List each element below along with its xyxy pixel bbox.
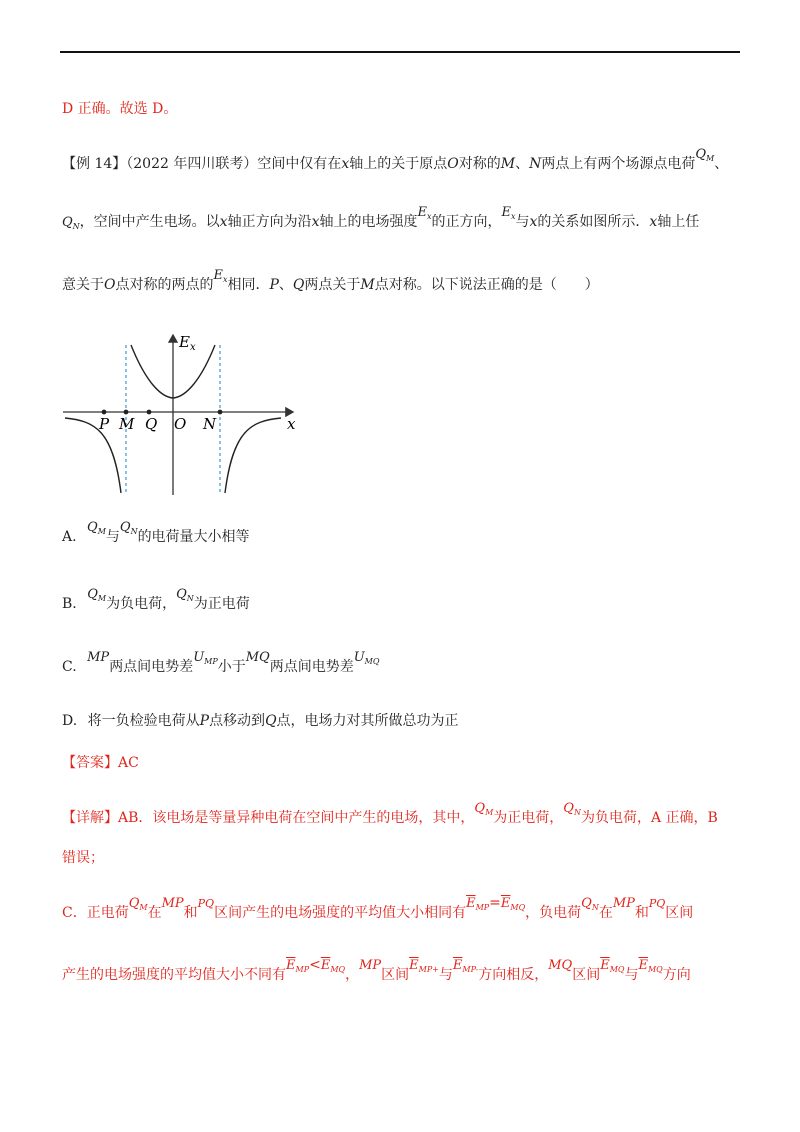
text: 为负电荷， xyxy=(106,596,177,612)
option-label: C. xyxy=(62,659,77,675)
var-O: O xyxy=(447,156,459,172)
text: 点对称。以下说法正确的是（ ） xyxy=(374,277,599,293)
var-x: x xyxy=(529,214,538,230)
text: 产生的电场强度的平均值大小不同有 xyxy=(62,967,286,983)
text: 点，电场力对其所做总功为正 xyxy=(276,713,459,729)
var-MP: MP xyxy=(161,896,184,911)
x-axis-label: x xyxy=(287,415,296,433)
QM-symbol: $Q_M$ xyxy=(87,520,106,536)
point-N xyxy=(218,410,223,415)
example-tag: 【例 14】 xyxy=(62,156,127,172)
var-x: x xyxy=(649,214,658,230)
text: 对称的 xyxy=(458,156,501,172)
text: 意关于 xyxy=(62,277,104,293)
text: ，负电荷 xyxy=(525,905,582,921)
U-MQ-symbol: $U_{MQ}$ xyxy=(353,650,380,666)
label-M: M xyxy=(119,415,135,433)
E-MP-plus-symbol: $\overline{E}_{MP+}$ xyxy=(409,958,439,974)
Ex-symbol: $E_x$ xyxy=(501,205,516,221)
detail-line-4 xyxy=(62,957,691,987)
E-MQ-avg-symbol: $\overline{E}_{MQ}$ xyxy=(320,958,346,974)
E-MQ-avg-symbol: $\overline{E}_{MQ}$ xyxy=(638,958,663,974)
text: 方向相反， xyxy=(478,967,549,983)
text: 两点间电势差 xyxy=(269,659,354,675)
var-MP: MP xyxy=(612,896,635,911)
point-Q xyxy=(147,410,152,415)
var-N: N xyxy=(529,156,542,172)
label-N: N xyxy=(203,415,217,433)
text: 区间 xyxy=(381,967,410,983)
text: 点移动到 xyxy=(209,713,266,729)
question-line-3 xyxy=(62,268,599,297)
text: 在 xyxy=(598,905,613,921)
text: 轴上的关于原点 xyxy=(349,156,448,172)
label-Q: Q xyxy=(145,415,158,433)
text: 的关系如图所示． xyxy=(537,214,650,230)
text: 与 xyxy=(438,967,453,983)
text: 为正电荷， xyxy=(493,810,564,826)
text: 与 xyxy=(105,529,120,545)
QM-symbol: $Q_M$ xyxy=(474,801,494,817)
text: ， xyxy=(345,967,360,983)
text: 区间产生的电场强度的平均值大小相同有 xyxy=(214,905,467,921)
var-P: P xyxy=(269,277,279,293)
header-rule xyxy=(60,51,740,53)
text: C．正电荷 xyxy=(62,905,129,921)
text: 、 xyxy=(278,277,293,293)
point-M xyxy=(124,410,129,415)
text: 和 xyxy=(183,905,198,921)
answer-line xyxy=(62,753,139,773)
text: ，空间中产生电场。以 xyxy=(79,214,220,230)
var-PQ: PQ xyxy=(197,897,215,910)
text: 点对称的两点的 xyxy=(115,277,214,293)
y-axis-label: $E_x$ xyxy=(179,333,196,353)
text: 为负电荷，A 正确，B xyxy=(580,810,718,826)
E-MQ-avg-symbol: $\overline{E}_{MQ}$ xyxy=(600,958,625,974)
label-P: P xyxy=(99,415,110,433)
QN-symbol: $Q_N$ xyxy=(62,215,80,231)
text: 两点关于 xyxy=(304,277,361,293)
option-label: B. xyxy=(62,596,77,612)
QN-symbol: $Q_N$ xyxy=(119,520,138,536)
question-line-2 xyxy=(62,205,700,234)
var-Q: Q xyxy=(265,713,277,729)
var-PQ: PQ xyxy=(648,897,666,910)
detail-line-1 xyxy=(62,801,718,830)
Ex-symbol: $E_x$ xyxy=(213,268,228,284)
text: 将一负检验电荷从 xyxy=(87,713,200,729)
text: 错误； xyxy=(62,850,104,866)
var-x: x xyxy=(341,156,350,172)
QM-symbol: $Q_M$ xyxy=(87,587,107,603)
text: 两点间电势差 xyxy=(109,659,194,675)
point-P xyxy=(102,410,107,415)
prev-answer-line xyxy=(62,99,177,119)
E-MP-avg-symbol: $\overline{E}_{MP}$ xyxy=(466,896,490,912)
var-x: x xyxy=(311,214,320,230)
text: 区间 xyxy=(572,967,601,983)
answer-text: 【答案】AC xyxy=(62,755,139,771)
var-O: O xyxy=(104,277,116,293)
text: 方向 xyxy=(662,967,691,983)
text: 【详解】AB．该电场是等量异种电荷在空间中产生的电场，其中， xyxy=(62,810,475,826)
text: 轴上任 xyxy=(657,214,700,230)
equals-sign: = xyxy=(489,895,501,911)
text: 与 xyxy=(515,214,530,230)
detail-line-3 xyxy=(62,895,694,925)
text: 的电荷量大小相等 xyxy=(137,529,250,545)
option-label: A. xyxy=(62,529,77,545)
var-Q: Q xyxy=(292,277,305,293)
text: 空间中仅有在 xyxy=(257,156,342,172)
var-MQ: MQ xyxy=(548,958,573,973)
curve-left xyxy=(65,418,121,493)
var-MP: MP xyxy=(87,650,110,665)
var-P: P xyxy=(199,713,210,729)
less-than-sign: < xyxy=(309,957,321,973)
var-x: x xyxy=(219,214,228,230)
E-MP-minus-symbol: $\overline{E}_{MP-}$ xyxy=(452,958,479,974)
text: 的正方向， xyxy=(431,214,502,230)
option-B xyxy=(62,587,250,616)
E-MQ-avg-symbol: $\overline{E}_{MQ}$ xyxy=(500,896,526,912)
prev-answer-text: D 正确。故选 D。 xyxy=(62,101,178,117)
text: 为正电荷 xyxy=(193,596,250,612)
text: 轴上的电场强度 xyxy=(319,214,418,230)
E-MP-avg-symbol: $\overline{E}_{MP}$ xyxy=(286,958,310,974)
text: 、 xyxy=(515,156,530,172)
option-A xyxy=(62,520,250,549)
option-label: D. xyxy=(62,713,78,729)
U-MP-symbol: $U_{MP}$ xyxy=(193,650,218,666)
example-source: （2022 年四川联考） xyxy=(126,156,258,172)
text: 小于 xyxy=(217,659,246,675)
text: 区间 xyxy=(665,905,694,921)
curve-right xyxy=(225,418,281,493)
detail-line-2 xyxy=(62,848,104,868)
option-D xyxy=(62,711,459,731)
label-O: O xyxy=(174,415,187,433)
Ex-symbol: $E_x$ xyxy=(417,205,432,221)
var-M: M xyxy=(360,277,375,293)
text: 轴正方向为沿 xyxy=(227,214,312,230)
text: 相同． xyxy=(227,277,270,293)
text: 和 xyxy=(634,905,649,921)
QN-symbol: $Q_N$ xyxy=(176,587,194,603)
QN-symbol: $Q_N$ xyxy=(581,896,599,912)
text: 、 xyxy=(714,156,729,172)
text: 与 xyxy=(624,967,639,983)
var-MQ: MQ xyxy=(245,650,270,665)
text: 两点上有两个场源点电荷 xyxy=(541,156,696,172)
QN-symbol: $Q_N$ xyxy=(563,801,581,817)
field-graph xyxy=(55,325,315,500)
text: 在 xyxy=(147,905,162,921)
question-line-1 xyxy=(62,147,729,176)
var-MP: MP xyxy=(359,958,382,973)
QM-symbol: $Q_M$ xyxy=(695,147,715,163)
var-M: M xyxy=(500,156,516,172)
option-C xyxy=(62,650,380,679)
QM-symbol: $Q_M$ xyxy=(128,896,148,912)
